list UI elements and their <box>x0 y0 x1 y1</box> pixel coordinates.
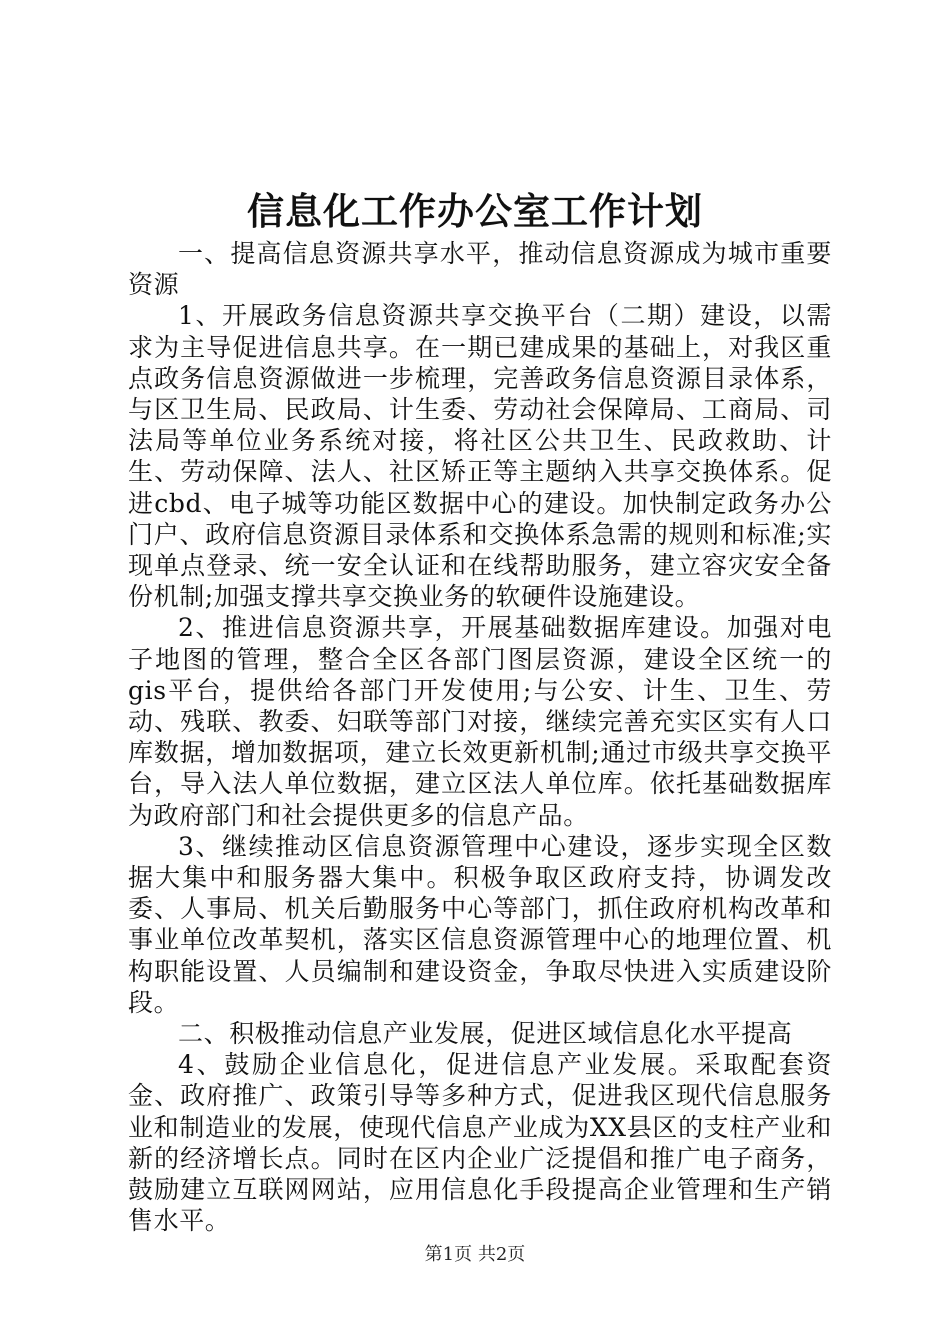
document-body <box>128 238 832 1237</box>
document-title: 信息化工作办公室工作计划 <box>247 189 703 233</box>
paragraph-item-4: 4、鼓励企业信息化，促进信息产业发展。采取配套资金、政府推广、政策引导等多种方式，促进我区现代信息服务业和制造业的发展，使现代信息产业成为XX县区的支柱产业和新的经济增长点。同时在区内企业广泛提倡和推广电子商务，鼓励建立互联网网站，应用信息化手段提高企业管理和生产销售水平。 <box>128 1050 832 1236</box>
paragraph-item-1: 1、开展政务信息资源共享交换平台（二期）建设，以需求为主导促进信息共享。在一期已建成果的基础上，对我区重点政务信息资源做进一步梳理，完善政务信息资源目录体系，与区卫生局、民政局、计生委、劳动社会保障局、工商局、司法局等单位业务系统对接，将社区公共卫生、民政救助、计生、劳动保障、法人、社区矫正等主题纳入共享交换体系。促进cbd、电子城等功能区数据中心的建设。加快制定政务办公门户、政府信息资源目录体系和交换体系急需的规则和标准;实现单点登录、统一安全认证和在线帮助服务，建立容灾安全备份机制;加强支撑共享交换业务的软硬件设施建设。 <box>128 301 832 612</box>
paragraph-item-3: 3、继续推动区信息资源管理中心建设，逐步实现全区数据大集中和服务器大集中。积极争取区政府支持，协调发改委、人事局、机关后勤服务中心等部门，抓住政府机构改革和事业单位改革契机，落实区信息资源管理中心的地理位置、机构职能设置、人员编制和建设资金，争取尽快进入实质建设阶段。 <box>128 831 832 1017</box>
section-heading-2: 二、积极推动信息产业发展，促进区域信息化水平提高 <box>178 1019 793 1049</box>
section-heading-1: 一、提高信息资源共享水平，推动信息资源成为城市重要资源 <box>128 239 832 300</box>
paragraph-item-2: 2、推进信息资源共享，开展基础数据库建设。加强对电子地图的管理，整合全区各部门图层资源，建设全区统一的gis平台，提供给各部门开发使用;与公安、计生、卫生、劳动、残联、教委、妇联等部门对接，继续完善充实区实有人口库数据，增加数据项，建立长效更新机制;通过市级共享交换平台，导入法人单位数据，建立区法人单位库。依托基础数据库为政府部门和社会提供更多的信息产品。 <box>128 613 832 830</box>
page-number-footer: 第1页 共2页 <box>424 1244 526 1265</box>
